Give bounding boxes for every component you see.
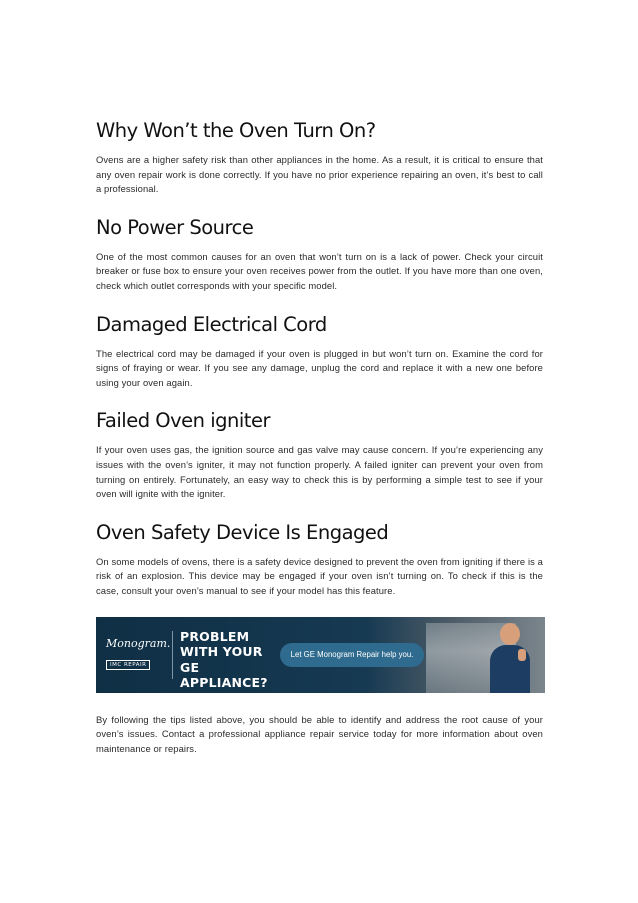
logo-sub-text: IMC REPAIR <box>106 660 150 670</box>
thumbs-up-icon <box>518 649 526 661</box>
banner-headline <box>180 629 290 691</box>
headline-line: GE APPLIANCE? <box>180 659 268 690</box>
article-content <box>96 118 543 756</box>
headline-line: PROBLEM <box>180 628 250 644</box>
section-safety-device <box>96 520 543 599</box>
section-body: One of the most common causes for an oven that won’t turn on is a lack of power. Check your circuit breaker or fuse box to ensure your oven receives power from the outlet. If you have more than one oven, check which outlet corresponds with your specific model. <box>96 250 543 291</box>
section-no-power-source <box>96 215 543 294</box>
section-damaged-cord <box>96 312 543 391</box>
section-failed-igniter <box>96 408 543 501</box>
logo-brand-text: Monogram. <box>106 636 171 650</box>
section-body: Ovens are a higher safety risk than other appliances in the home. As a result, it is critical to ensure that any oven repair work is done correctly. If you have no prior experience repairing an oven, it’s best to call a professional. <box>96 154 543 195</box>
ad-banner[interactable] <box>96 617 545 693</box>
section-heading: Damaged Electrical Cord <box>96 312 327 336</box>
headline-line: WITH YOUR <box>180 644 263 659</box>
section-body: On some models of ovens, there is a safety device designed to prevent the oven from igniting if there is a risk of an explosion. This device may be engaged if your oven isn’t turning on. To check if this is the case, consult your oven’s manual to see if your model has this feature. <box>96 555 543 596</box>
section-heading: Oven Safety Device Is Engaged <box>96 520 389 544</box>
technician-head <box>500 623 520 645</box>
section-why-wont-turn-on <box>96 118 543 197</box>
banner-divider <box>172 631 173 679</box>
section-heading: No Power Source <box>96 215 254 239</box>
section-heading: Failed Oven igniter <box>96 409 270 433</box>
section-body: If your oven uses gas, the ignition source and gas valve may cause concern. If you’re experiencing any issues with the oven’s igniter, it may not function properly. A failed igniter can prevent your oven from turning on entirely. Fortunately, an easy way to check this is by performing a simple test to see if your oven will ignite with the igniter. <box>96 444 543 500</box>
technician-image <box>488 619 532 693</box>
section-body: The electrical cord may be damaged if your oven is plugged in but won’t turn on. Examine the cord for signs of fraying or wear. If you see any damage, unplug the cord and replace it with a new one before using your oven again. <box>96 347 543 388</box>
closing-paragraph: By following the tips listed above, you should be able to identify and address the root cause of your oven’s issues. Contact a professional appliance repair service today for more information about oven maintenance or repairs. <box>96 713 543 754</box>
banner-cta-button[interactable]: Let GE Monogram Repair help you. <box>280 643 424 667</box>
section-heading: Why Won’t the Oven Turn On? <box>96 119 376 142</box>
monogram-logo <box>106 636 171 673</box>
